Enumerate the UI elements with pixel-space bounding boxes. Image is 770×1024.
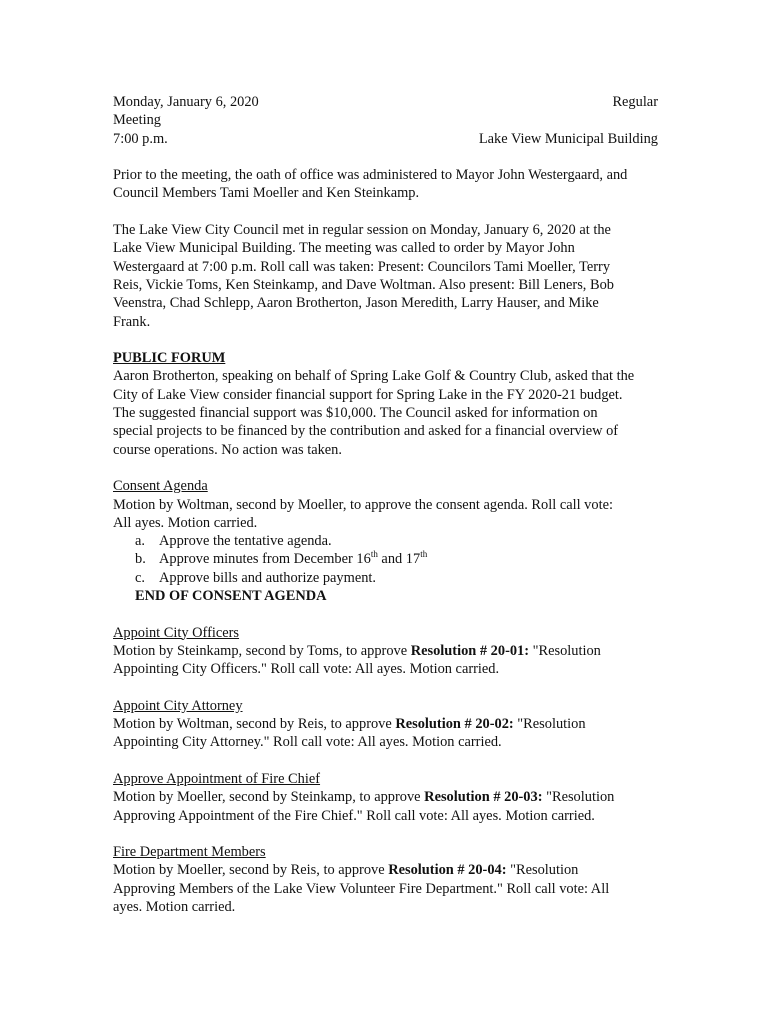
public-forum-line: The suggested financial support was $10,000. The Council asked for information on — [113, 405, 598, 422]
resolution-section — [113, 697, 658, 752]
motion-text: "Resolution — [529, 642, 601, 659]
oath-line: Prior to the meeting, the oath of office was administered to Mayor John Westergaard, and — [113, 167, 628, 184]
header-row-1 — [113, 93, 658, 111]
public-forum-line: course operations. No action was taken. — [113, 441, 342, 458]
session-line: Frank. — [113, 313, 151, 330]
consent-motion-line: Motion by Woltman, second by Moeller, to approve the consent agenda. Roll call vote: — [113, 496, 613, 513]
resolution-heading: Fire Department Members — [113, 844, 266, 861]
resolution-heading: Appoint City Attorney — [113, 697, 243, 714]
minutes-page — [113, 93, 658, 916]
motion-text: "Resolution — [513, 716, 586, 733]
resolution-motion-line — [113, 642, 658, 660]
oath-line: Council Members Tami Moeller and Ken Steinkamp. — [113, 185, 420, 202]
consent-motion-line: All ayes. Motion carried. — [113, 514, 258, 531]
end-of-consent-agenda: END OF CONSENT AGENDA — [135, 588, 327, 605]
session-line: Reis, Vickie Toms, Ken Steinkamp, and Dave Woltman. Also present: Bill Leners, Bob — [113, 276, 614, 293]
consent-item-text: and 17 — [377, 551, 421, 568]
resolution-section — [113, 843, 658, 916]
header-row-2 — [113, 130, 658, 148]
public-forum-heading: PUBLIC FORUM — [113, 350, 226, 367]
meeting-type-regular: Regular — [612, 94, 658, 110]
motion-text: "Resolution — [506, 862, 579, 879]
motion-text: "Resolution — [542, 789, 615, 806]
resolution-motion-line — [113, 715, 658, 733]
session-line: The Lake View City Council met in regular session on Monday, January 6, 2020 at the — [113, 222, 611, 239]
resolution-number: Resolution # 20-02: — [395, 716, 514, 733]
resolution-section — [113, 624, 658, 679]
resolution-number: Resolution # 20-04: — [388, 862, 507, 879]
session-line: Lake View Municipal Building. The meeting was called to order by Mayor John — [113, 240, 575, 257]
resolution-number: Resolution # 20-01: — [410, 642, 530, 659]
oath-paragraph — [113, 166, 658, 203]
resolution-motion-line — [113, 861, 658, 879]
session-line: Veenstra, Chad Schlepp, Aaron Brotherton, Jason Meredith, Larry Hauser, and Mike — [113, 295, 599, 312]
list-marker: c. — [135, 569, 145, 586]
resolution-heading: Approve Appointment of Fire Chief — [113, 770, 321, 787]
resolution-heading: Appoint City Officers — [113, 624, 240, 641]
meeting-time: 7:00 p.m. — [113, 130, 168, 147]
list-marker: a. — [135, 533, 145, 550]
public-forum-line: City of Lake View consider financial support for Spring Lake in the FY 2020-21 budget. — [113, 386, 623, 403]
meeting-date: Monday, January 6, 2020 — [113, 94, 259, 110]
resolution-line: Approving Appointment of the Fire Chief." Roll call vote: All ayes. Motion carried. — [113, 807, 595, 824]
resolution-line: Appointing City Officers." Roll call vote: All ayes. Motion carried. — [113, 661, 500, 678]
motion-text: Motion by Moeller, second by Steinkamp, to approve — [113, 789, 425, 806]
ordinal-suffix: th — [370, 549, 378, 560]
public-forum-line: Aaron Brotherton, speaking on behalf of Spring Lake Golf & Country Club, asked that the — [113, 368, 635, 385]
meeting-type-meeting: Meeting — [113, 112, 161, 129]
meeting-location: Lake View Municipal Building — [478, 130, 658, 147]
consent-item-text: Approve bills and authorize payment. — [159, 569, 376, 586]
resolution-line: ayes. Motion carried. — [113, 899, 236, 916]
consent-item — [135, 550, 658, 568]
session-paragraph — [113, 221, 658, 331]
list-marker: b. — [135, 551, 146, 568]
motion-text: Motion by Woltman, second by Reis, to approve — [113, 716, 396, 733]
motion-text: Motion by Steinkamp, second by Toms, to approve — [113, 642, 411, 659]
resolution-number: Resolution # 20-03: — [424, 789, 543, 806]
consent-agenda-section — [113, 477, 658, 605]
resolution-line: Approving Members of the Lake View Volunteer Fire Department." Roll call vote: All — [113, 880, 610, 897]
public-forum-line: special projects to be financed by the contribution and asked for a financial overview of — [113, 423, 619, 440]
consent-item — [135, 532, 658, 550]
resolution-motion-line — [113, 788, 658, 806]
consent-item — [135, 569, 658, 587]
public-forum-section — [113, 349, 658, 459]
consent-items-list — [113, 532, 658, 587]
session-line: Westergaard at 7:00 p.m. Roll call was taken: Present: Councilors Tami Moeller, Terry — [113, 258, 611, 275]
motion-text: Motion by Moeller, second by Reis, to approve — [113, 862, 389, 879]
resolution-section — [113, 770, 658, 825]
resolution-line: Appointing City Attorney." Roll call vote: All ayes. Motion carried. — [113, 734, 502, 751]
consent-agenda-heading: Consent Agenda — [113, 478, 208, 495]
consent-item-text: Approve the tentative agenda. — [159, 533, 332, 550]
ordinal-suffix: th — [420, 549, 428, 560]
consent-item-text: Approve minutes from December 16 — [159, 551, 371, 568]
